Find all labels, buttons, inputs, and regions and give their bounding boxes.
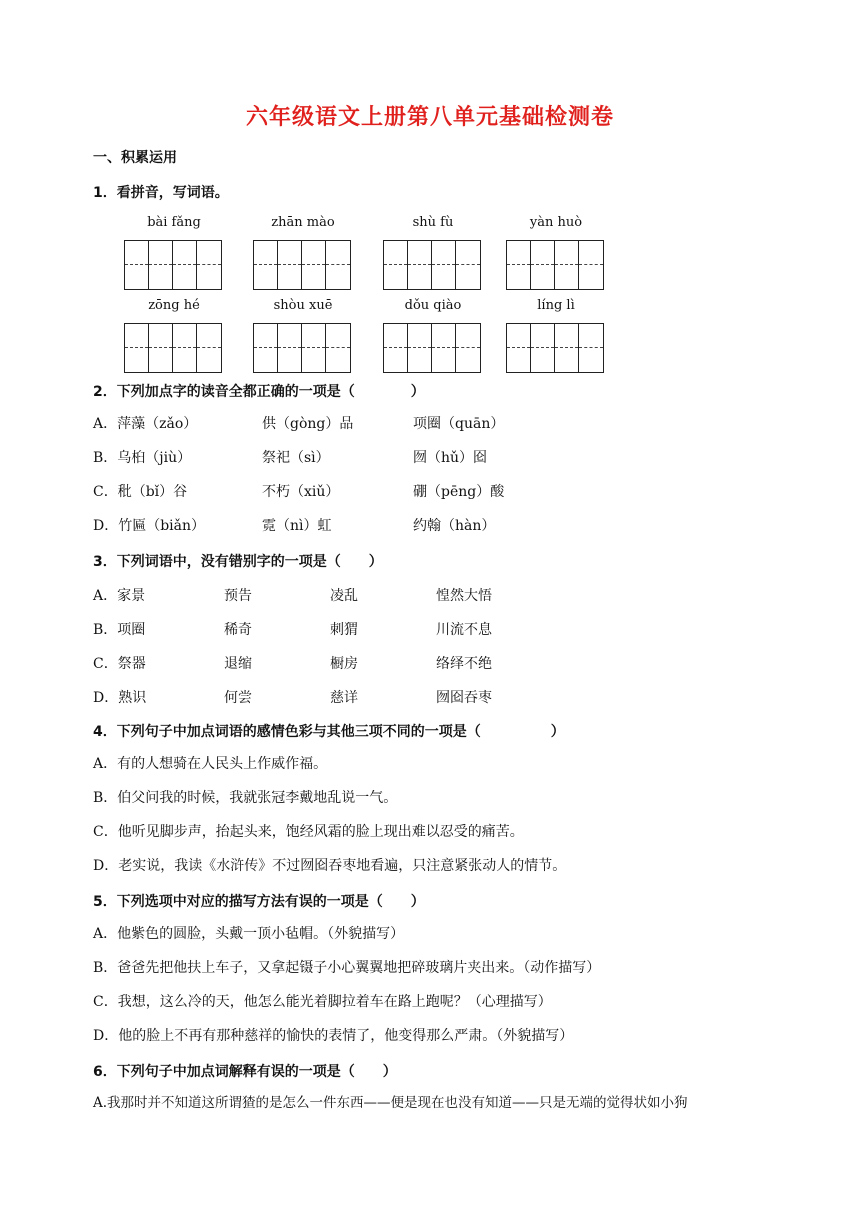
grid-cell	[302, 324, 326, 372]
option-a-sentence: A.我那时并不知道这所谓猹的是怎么一件东西——便是现在也没有知道——只是无端的觉得状如小狗	[93, 1095, 688, 1111]
option-d-word-1: D．熟识	[93, 690, 147, 706]
grid-cell	[326, 324, 350, 372]
option-d-item-1: D．竹匾（biǎn）	[93, 518, 206, 534]
grid-cell	[579, 241, 603, 289]
grid-cell	[531, 241, 555, 289]
option-d-sentence: D．老实说，我读《水浒传》不过囫囵吞枣地看遍，只注意紧张动人的情节。	[93, 858, 567, 874]
option-b-word-3: 刺猬	[330, 622, 358, 638]
grid-cell	[254, 241, 278, 289]
grid-cell	[149, 241, 173, 289]
grid-cell	[302, 241, 326, 289]
option-b-item-1: B．乌桕（jiù）	[93, 450, 192, 466]
grid-cell	[384, 324, 408, 372]
option-a-sentence: A．有的人想骑在人民头上作威作福。	[93, 756, 328, 772]
grid-cell	[507, 241, 531, 289]
option-c-word-1: C．祭器	[93, 656, 146, 672]
option-d-word-2: 何尝	[224, 690, 252, 706]
grid-cell	[197, 324, 221, 372]
grid-cell	[408, 241, 432, 289]
option-c-sentence: C．他听见脚步声，抬起头来，饱经风霜的脸上现出难以忍受的痛苦。	[93, 824, 524, 840]
option-a-word-4: 惶然大悟	[436, 588, 492, 604]
grid-cell	[173, 241, 197, 289]
writing-grid[interactable]	[124, 240, 222, 290]
grid-cell	[326, 241, 350, 289]
writing-grid[interactable]	[506, 240, 604, 290]
writing-grid[interactable]	[253, 240, 351, 290]
option-a-item-3: 项圈（quān）	[413, 416, 505, 432]
pinyin-label: yàn huò	[529, 215, 583, 230]
grid-cell	[579, 324, 603, 372]
grid-cell	[125, 324, 149, 372]
option-a-sentence: A．他紫色的圆脸，头戴一顶小毡帽。（外貌描写）	[93, 926, 405, 942]
option-c-item-2: 不朽（xiǔ）	[262, 484, 340, 500]
writing-grid[interactable]	[506, 323, 604, 373]
option-c-word-3: 橱房	[330, 656, 358, 672]
grid-cell	[254, 324, 278, 372]
pinyin-label: líng lì	[537, 298, 575, 313]
grid-cell	[555, 324, 579, 372]
question-1-prompt: 1．看拼音，写词语。	[93, 185, 229, 201]
pinyin-label: zhān mào	[271, 215, 335, 230]
option-c-item-1: C．秕（bǐ）谷	[93, 484, 188, 500]
question-3-prompt: 3．下列词语中，没有错别字的一项是（ ）	[93, 554, 383, 570]
grid-cell	[507, 324, 531, 372]
pinyin-label: shòu xuē	[273, 298, 333, 313]
option-b-word-4: 川流不息	[436, 622, 492, 638]
option-b-item-3: 囫（hǔ）囵	[413, 450, 488, 466]
grid-cell	[432, 324, 456, 372]
option-d-sentence: D．他的脸上不再有那种慈祥的愉快的表情了，他变得那么严肃。（外貌描写）	[93, 1028, 574, 1044]
option-d-word-4: 囫囵吞枣	[436, 690, 492, 706]
grid-cell	[278, 324, 302, 372]
option-b-sentence: B．爸爸先把他扶上车子，又拿起镊子小心翼翼地把碎玻璃片夹出来。（动作描写）	[93, 960, 601, 976]
section-heading: 一、积累运用	[93, 150, 177, 166]
option-a-word-1: A．家景	[93, 588, 146, 604]
question-5-prompt: 5．下列选项中对应的描写方法有误的一项是（ ）	[93, 894, 425, 910]
option-a-word-3: 凌乱	[330, 588, 358, 604]
question-6-prompt: 6．下列句子中加点词解释有误的一项是（ ）	[93, 1064, 397, 1080]
grid-cell	[456, 241, 480, 289]
option-d-word-3: 慈详	[330, 690, 358, 706]
grid-cell	[555, 241, 579, 289]
grid-cell	[531, 324, 555, 372]
option-b-word-1: B．项圈	[93, 622, 146, 638]
pinyin-label: dǒu qiào	[404, 298, 462, 313]
option-a-item-2: 供（gòng）品	[262, 416, 354, 432]
option-d-item-2: 霓（nì）虹	[262, 518, 332, 534]
option-b-item-2: 祭祀（sì）	[262, 450, 330, 466]
option-c-item-3: 硼（pēng）酸	[413, 484, 505, 500]
option-d-item-3: 约翰（hàn）	[413, 518, 496, 534]
grid-cell	[408, 324, 432, 372]
option-b-word-2: 稀奇	[224, 622, 252, 638]
writing-grid[interactable]	[253, 323, 351, 373]
option-a-item-1: A．萍藻（zǎo）	[93, 416, 198, 432]
pinyin-label: zōng hé	[148, 298, 200, 313]
pinyin-label: shù fù	[412, 215, 454, 230]
grid-cell	[278, 241, 302, 289]
question-2-prompt: 2．下列加点字的读音全都正确的一项是（ ）	[93, 384, 425, 400]
option-b-sentence: B．伯父问我的时候，我就张冠李戴地乱说一气。	[93, 790, 398, 806]
grid-cell	[197, 241, 221, 289]
grid-cell	[432, 241, 456, 289]
page-title: 六年级语文上册第八单元基础检测卷	[245, 105, 614, 130]
writing-grid[interactable]	[124, 323, 222, 373]
grid-cell	[149, 324, 173, 372]
grid-cell	[384, 241, 408, 289]
question-4-prompt: 4．下列句子中加点词语的感情色彩与其他三项不同的一项是（ ）	[93, 724, 565, 740]
option-a-word-2: 预告	[224, 588, 252, 604]
grid-cell	[125, 241, 149, 289]
option-c-sentence: C．我想，这么冷的天，他怎么能光着脚拉着车在路上跑呢？（心理描写）	[93, 994, 552, 1010]
option-c-word-2: 退缩	[224, 656, 252, 672]
writing-grid[interactable]	[383, 240, 481, 290]
grid-cell	[456, 324, 480, 372]
writing-grid[interactable]	[383, 323, 481, 373]
pinyin-label: bài fǎng	[147, 215, 201, 230]
option-c-word-4: 络绎不绝	[436, 656, 492, 672]
grid-cell	[173, 324, 197, 372]
